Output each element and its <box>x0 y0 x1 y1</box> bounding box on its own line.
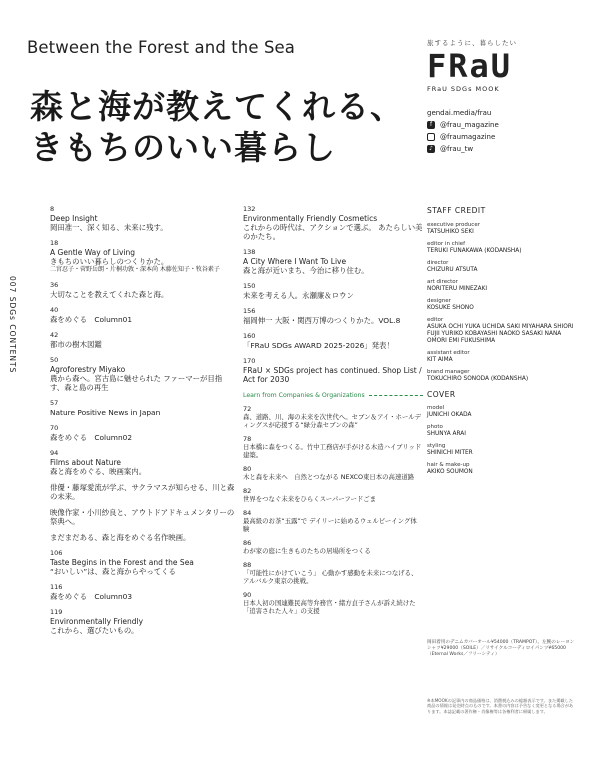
contents-entry[interactable] <box>243 307 423 325</box>
contents-entry[interactable] <box>50 239 235 274</box>
credit-name: CHIZURU ATSUTA <box>427 267 478 273</box>
entry-title-en: A Gentle Way of Living <box>50 248 135 257</box>
entry-title-en: Environmentally Friendly <box>50 617 144 626</box>
entry-title-en: Environmentally Friendly Cosmetics <box>243 214 378 223</box>
entry-title-jp: きもちのいい暮らしのつくりかた。 <box>50 257 169 266</box>
entry-title-jp: まだまだある、森と海をめぐる名作映画。 <box>50 533 191 542</box>
company-entry[interactable] <box>243 465 423 481</box>
company-entry-text: 世界をつなぐ未来をひらくスーパーフードごま <box>243 495 377 503</box>
facebook-icon: f <box>427 121 435 129</box>
entry-title-jp: 農から森へ。宮古島に魅せられた ファーマーが目指す、森と島の再生 <box>50 374 223 392</box>
contents-entry[interactable] <box>50 331 235 349</box>
title-line: 森と海が教えてくれる、 <box>30 87 404 126</box>
page-number: 40 <box>50 306 59 314</box>
page-number: 70 <box>50 424 59 432</box>
company-entry-text: 日本人初の国連難民高等弁務官・緒方貞子さんが訴え続けた「追害された人々」の支援 <box>243 599 416 615</box>
staff-list <box>427 222 577 383</box>
contents-entry[interactable] <box>243 248 423 275</box>
company-entry-text: 最高級のお茶“玉露”で デイリーに始めるウェルビーイング体験 <box>243 517 417 533</box>
contents-entry[interactable] <box>50 549 235 576</box>
credit-role: styling <box>427 443 446 449</box>
page-number: 138 <box>243 248 256 256</box>
credit-role: executive producer <box>427 222 480 228</box>
entry-title-jp: 岡田准一、深く知る、未来に残す。 <box>50 223 168 232</box>
credit-role: photo <box>427 424 443 430</box>
contents-entry[interactable] <box>50 205 235 232</box>
contents-right-column <box>243 205 423 621</box>
page-number: 119 <box>50 608 63 616</box>
entry-title-en: Taste Begins in the Forest and the Sea <box>50 558 194 567</box>
entry-title-jp: 都市の樹木図鑑 <box>50 340 102 349</box>
cover-credit-item <box>427 443 577 457</box>
staff-credit-item <box>427 317 577 345</box>
credit-role: brand manager <box>427 369 470 375</box>
entry-title-jp: 未来を考える人。永瀬廉＆ロウン <box>243 291 354 300</box>
page-number: 78 <box>243 435 252 443</box>
company-entry-text: 森、道路、川、海の未来を次世代へ。セブン＆アイ・ホールディングスが応援する“緑分森セブンの森” <box>243 413 421 429</box>
cover-credit <box>427 391 577 476</box>
page-number: 160 <box>243 332 256 340</box>
social-links <box>427 107 567 155</box>
entry-title-en: Deep Insight <box>50 214 98 223</box>
staff-credit-item <box>427 222 577 236</box>
contents-entry[interactable] <box>50 483 235 501</box>
staff-credit-heading: STAFF CREDIT <box>427 206 486 215</box>
instagram-link-text: @fraumagazine <box>440 133 496 141</box>
contents-entry[interactable] <box>243 357 423 384</box>
page-number: 36 <box>50 281 59 289</box>
companies-list <box>243 405 423 615</box>
page-number: 156 <box>243 307 256 315</box>
web-link[interactable] <box>427 107 567 119</box>
contents-left-column <box>50 205 235 642</box>
credit-name: ASUKA OCHI YUKA UCHIDA SAKI MIYAHARA SHIORI FUJII YURIKO KOBAYASHI NAOKO SASAKI NANA OMORI EMI FUKUSHIMA <box>427 324 574 344</box>
credit-role: editor in chief <box>427 241 466 247</box>
page-number: 94 <box>50 449 59 457</box>
credit-role: hair & make-up <box>427 462 470 468</box>
contents-entry[interactable] <box>50 399 235 417</box>
cover-credit-item <box>427 462 577 476</box>
entry-title-jp: 映像作家・小川紗良と、アウトドアドキュメンタリーの祭典へ。 <box>50 508 235 526</box>
brand-block <box>427 38 567 155</box>
credit-role: editor <box>427 317 444 323</box>
company-entry[interactable] <box>243 405 423 429</box>
contents-entry[interactable] <box>50 281 235 299</box>
staff-credit <box>427 207 577 481</box>
entry-title-jp: “おいしい”は、森と海からやってくる <box>50 567 176 576</box>
credit-name: JUNICHI OKADA <box>427 412 472 418</box>
companies-header-text: Learn from Companies & Organizations <box>243 392 365 399</box>
page-number: 72 <box>243 405 252 413</box>
entry-title-jp: 森をめぐる Column01 <box>50 315 133 324</box>
contents-entry[interactable] <box>243 205 423 241</box>
contents-right-main <box>243 205 423 384</box>
contents-entry[interactable] <box>50 583 235 601</box>
brand-mook-label: FRaU SDGs MOOK <box>427 85 500 93</box>
credit-name: TATSUHIKO SEKI <box>427 229 474 235</box>
contents-entry[interactable] <box>50 608 235 635</box>
cover-list <box>427 405 577 476</box>
page-number: 57 <box>50 399 59 407</box>
credit-role: assistant editor <box>427 350 470 356</box>
credit-name: SHUNYA ARAI <box>427 431 466 437</box>
credit-role: designer <box>427 298 451 304</box>
entry-title-jp: 森と海をめぐる、映画案内。 <box>50 467 147 476</box>
side-label: 007 SDGs CONTENTS <box>8 276 17 374</box>
cover-heading: COVER <box>427 390 456 399</box>
contents-entry[interactable] <box>50 424 235 442</box>
company-entry[interactable] <box>243 509 423 533</box>
page-number: 84 <box>243 509 252 517</box>
credit-name: TERUKI FUNAKAWA (KODANSHA) <box>427 248 522 254</box>
subtitle: Between the Forest and the Sea <box>27 38 295 57</box>
entry-title-jp: これからの時代は、アクションで選ぶ。 あたらしい美のかたち。 <box>243 223 423 241</box>
title-line: きもちのいい暮らし <box>30 128 336 167</box>
staff-credit-item <box>427 350 577 364</box>
cover-credit-item <box>427 424 577 438</box>
contents-entry[interactable] <box>50 508 235 526</box>
contents-entry[interactable] <box>50 533 235 542</box>
company-entry-text: 木と森を未来へ 自然とつながる NEXCO東日本の高速道路 <box>243 473 415 481</box>
contents-entry[interactable] <box>50 449 235 476</box>
credit-name: KOSUKE SHONO <box>427 305 474 311</box>
contents-entry[interactable] <box>50 356 235 392</box>
brand-logo: FRaU <box>427 47 513 85</box>
entry-title-jp: 森をめぐる Column03 <box>50 592 133 601</box>
credit-name: NORITERU MINEZAKI <box>427 286 488 292</box>
fine-print-notice: ※本MOOKの記事内の商品価格は、消費税込みの総額表示です。また掲載した商品の情報は発売時点のものです。本書の内容は予告なく変更となる場合があります。本誌記載の著作権・肖像権等は各権利者に帰属します。 <box>427 698 574 714</box>
credit-name: TOKUCHIRO SONODA (KODANSHA) <box>427 376 529 382</box>
company-entry-text: 日本橋に森をつくる。竹中工務店が手がける木造ハイブリッド建築。 <box>243 443 422 459</box>
entry-note: 二宮忍子・菅野岳朗・片桐功敦・深本尚 木藤佐知子・牧谷素子 <box>50 266 220 273</box>
brand-tagline: 旅するように、暮らしたい <box>427 39 517 47</box>
company-entry[interactable] <box>243 561 423 585</box>
staff-credit-item <box>427 260 577 274</box>
tiktok-icon: ♪ <box>427 145 435 153</box>
credit-role: art director <box>427 279 458 285</box>
page-number: 50 <box>50 356 59 364</box>
credit-name: SHINICHI MITER <box>427 450 473 456</box>
entry-title-jp: 大切なことを教えてくれた森と海。 <box>50 290 169 299</box>
credit-role: director <box>427 260 449 266</box>
fine-print: 岡田着用のデニムカバーオール¥54000（TRAMPOT）、左腕のレーヨンシャツ¥29000（SOILE）／リサイクルコーディロイパンツ¥65000（Eternal Works／フリーシティ） <box>427 640 575 657</box>
entry-title-jp: これから、選びたいもの。 <box>50 626 139 635</box>
entry-title-en: A City Where I Want To Live <box>243 257 347 266</box>
company-entry-text: 「可能性にかけていこう」 心動かす感動を未来につなげる、アルバルク東京の挑戦。 <box>243 569 418 585</box>
companies-section-header <box>243 391 423 400</box>
cover-credit-item <box>427 405 577 419</box>
tiktok-link[interactable] <box>427 143 567 155</box>
page-number: 106 <box>50 549 63 557</box>
staff-credit-item <box>427 279 577 293</box>
entry-title-jp: 俳優・藤塚愛流が学ぶ、サクラマスが知らせる、川と森の未来。 <box>50 483 235 501</box>
page-number: 86 <box>243 539 252 547</box>
contents-entry[interactable] <box>243 282 423 300</box>
section-divider <box>369 395 423 396</box>
entry-title-jp: Nature Positive News in Japan <box>50 408 161 417</box>
page-number: 88 <box>243 561 252 569</box>
facebook-link[interactable] <box>427 119 567 131</box>
page-number: 8 <box>50 205 55 213</box>
page-title <box>30 86 404 168</box>
company-entry[interactable] <box>243 435 423 459</box>
company-entry[interactable] <box>243 591 423 615</box>
company-entry-text: わが家の庭に生きものたちの居場所をつくる <box>243 547 371 555</box>
instagram-link[interactable] <box>427 131 567 143</box>
instagram-icon <box>427 133 435 141</box>
web-link-text: gendai.media/frau <box>427 109 492 117</box>
company-entry[interactable] <box>243 487 423 503</box>
facebook-link-text: @frau_magazine <box>440 121 499 129</box>
contents-entry[interactable] <box>243 332 423 350</box>
contents-entry[interactable] <box>50 306 235 324</box>
entry-title-jp: 福岡伸一 大阪・関西万博のつくりかた。VOL.8 <box>243 316 401 325</box>
entry-title-en: Films about Nature <box>50 458 121 467</box>
entry-title-jp: 森と海が近いまち、今治に移り住む。 <box>243 266 369 275</box>
page-number: 90 <box>243 591 252 599</box>
staff-credit-item <box>427 369 577 383</box>
page-number: 170 <box>243 357 256 365</box>
page-number: 116 <box>50 583 63 591</box>
credit-name: AKIKO SOUMON <box>427 469 473 475</box>
tiktok-link-text: @frau_tw <box>440 145 474 153</box>
entry-title-en: FRaU × SDGs project has continued. Shop List / Act for 2030 <box>243 366 422 384</box>
entry-title-jp: 「FRaU SDGs AWARD 2025-2026」発表！ <box>243 341 394 350</box>
entry-title-jp: 森をめぐる Column02 <box>50 433 133 442</box>
page-number: 80 <box>243 465 252 473</box>
page-number: 42 <box>50 331 59 339</box>
company-entry[interactable] <box>243 539 423 555</box>
page-number: 150 <box>243 282 256 290</box>
credit-role: model <box>427 405 445 411</box>
staff-credit-item <box>427 298 577 312</box>
entry-title-en: Agroforestry Miyako <box>50 365 126 374</box>
credit-name: KIT AIMA <box>427 357 453 363</box>
page-number: 132 <box>243 205 256 213</box>
staff-credit-item <box>427 241 577 255</box>
page-number: 18 <box>50 239 59 247</box>
page-number: 82 <box>243 487 252 495</box>
